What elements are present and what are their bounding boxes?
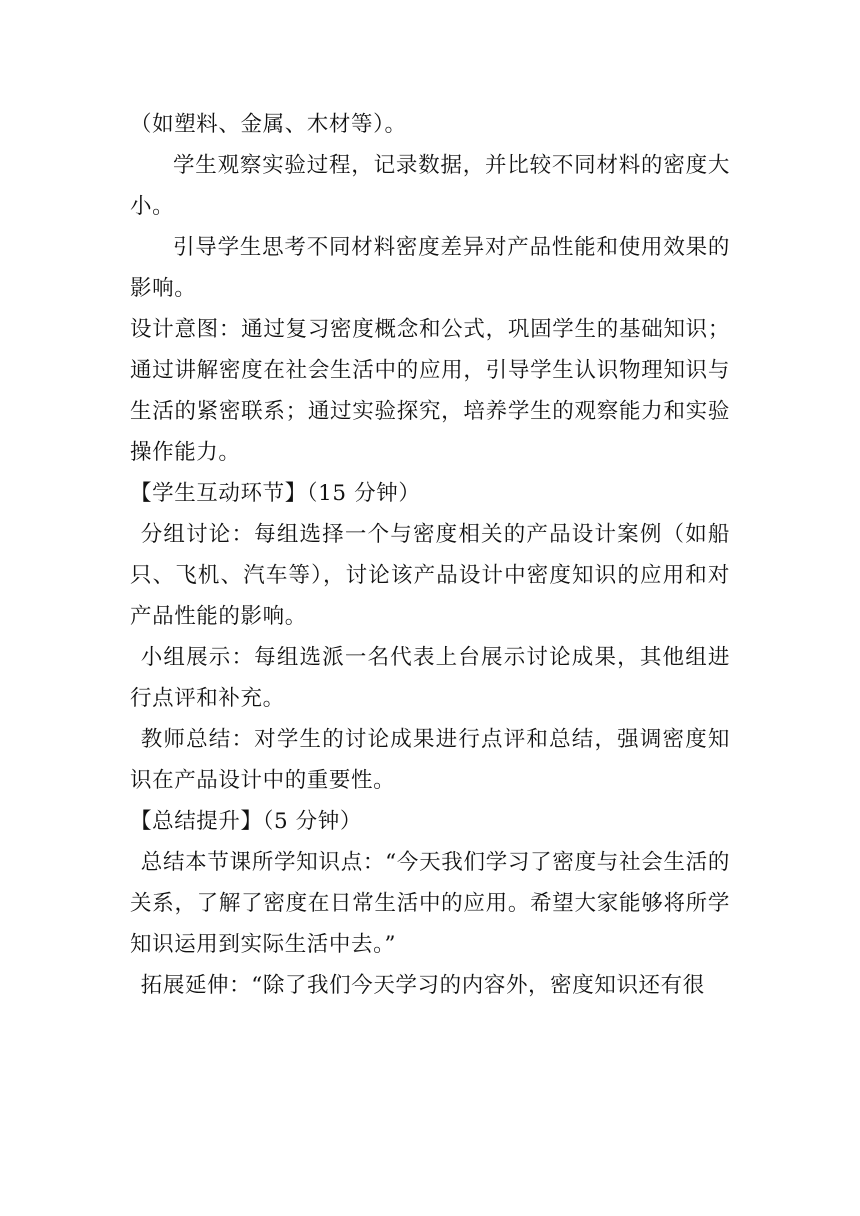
paragraph-extension: 拓展延伸：“除了我们今天学习的内容外，密度知识还有很 bbox=[140, 973, 705, 998]
paragraph-guide-thinking: 引导学生思考不同材料密度差异对产品性能和使用效果的影响。 bbox=[130, 235, 730, 301]
paragraph-teacher-summary: 教师总结：对学生的讨论成果进行点评和总结，强调密度知识在产品设计中的重要性。 bbox=[130, 727, 730, 793]
paragraph-materials-examples: （如塑料、金属、木材等）。 bbox=[130, 112, 407, 137]
paragraph-group-presentation: 小组展示：每组选派一名代表上台展示讨论成果，其他组进行点评和补充。 bbox=[130, 645, 730, 711]
section-heading-student-interaction: 【学生互动环节】（15 分钟） bbox=[130, 481, 421, 506]
document-body bbox=[130, 104, 730, 1006]
paragraph-lesson-summary: 总结本节课所学知识点：“今天我们学习了密度与社会生活的关系，了解了密度在日常生活中的应用。希望大家能够将所学知识运用到实际生活中去。” bbox=[130, 850, 730, 957]
section-heading-summary: 【总结提升】（5 分钟） bbox=[130, 809, 362, 834]
paragraph-student-observation: 学生观察实验过程，记录数据，并比较不同材料的密度大小。 bbox=[130, 153, 730, 219]
paragraph-design-intent: 设计意图：通过复习密度概念和公式，巩固学生的基础知识；通过讲解密度在社会生活中的应用，引导学生认识物理知识与生活的紧密联系；通过实验探究，培养学生的观察能力和实验操作能力。 bbox=[130, 317, 730, 465]
paragraph-group-discussion: 分组讨论：每组选择一个与密度相关的产品设计案例（如船只、飞机、汽车等），讨论该产品设计中密度知识的应用和对产品性能的影响。 bbox=[130, 522, 730, 629]
